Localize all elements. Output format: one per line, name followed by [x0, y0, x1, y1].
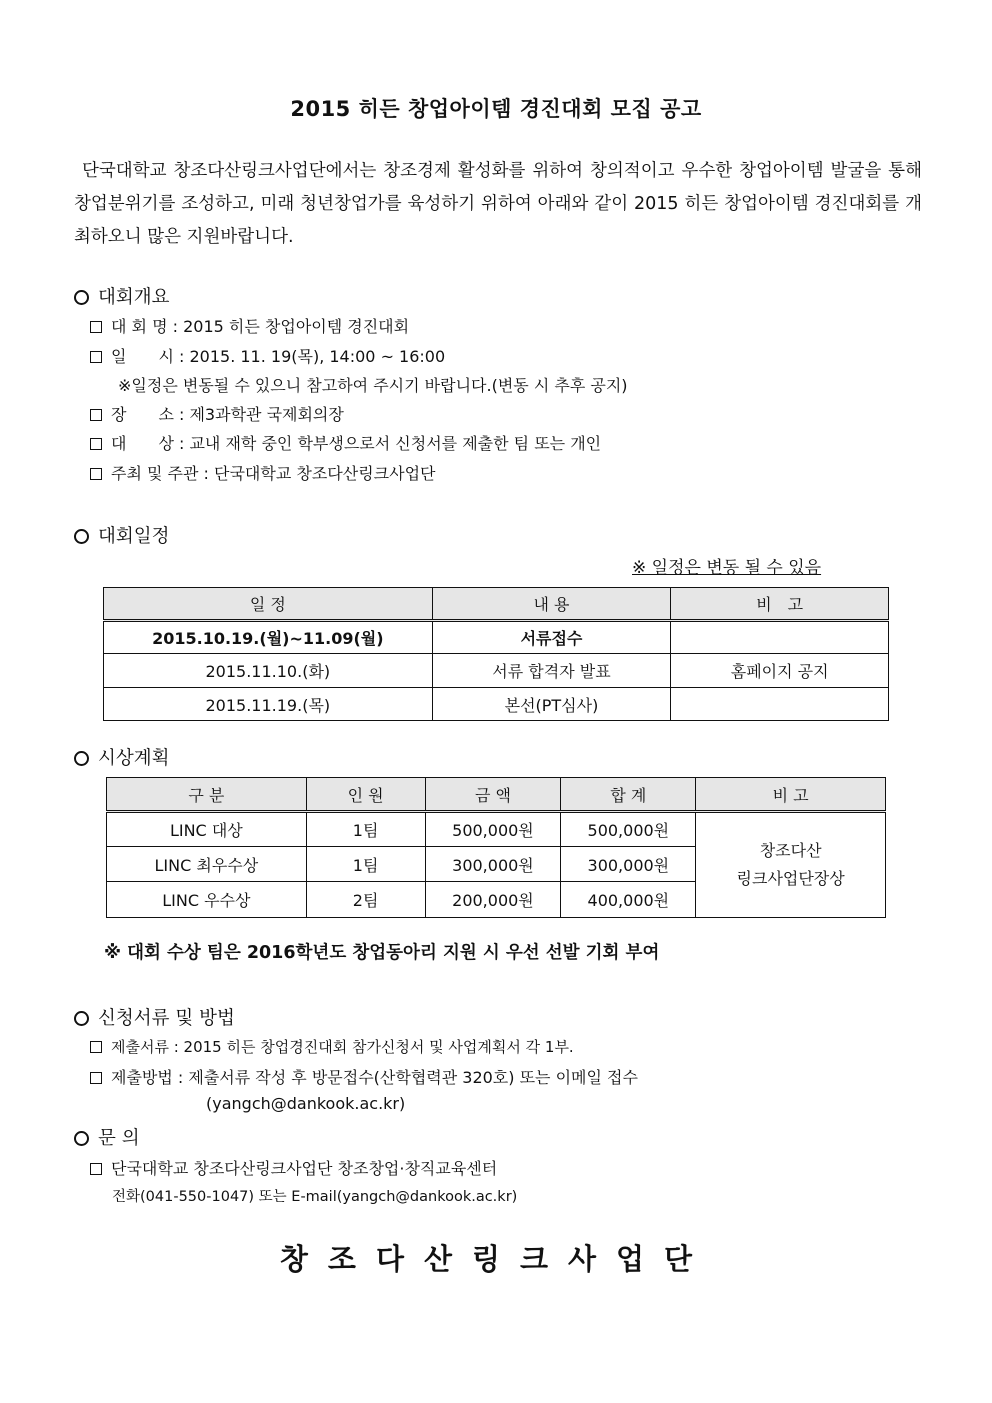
- application-method: [90, 1065, 638, 1088]
- application-heading-text: 신청서류 및 방법: [98, 1008, 235, 1029]
- table-cell: LINC 우수상: [107, 882, 307, 918]
- overview-host-text: 주최 및 주관 : 단국대학교 창조다산링크사업단: [111, 464, 436, 483]
- contact-org-text: 단국대학교 창조다산링크사업단 창조창업·창직교육센터: [111, 1159, 498, 1178]
- checkbox-bullet-icon: [90, 321, 102, 333]
- prize-header-remark: 비 고: [696, 778, 886, 812]
- footer-organization: 창조다산링크사업단: [279, 1242, 713, 1276]
- table-cell: 서류 합격자 발표: [432, 654, 671, 688]
- schedule-heading-text: 대회일정: [98, 526, 170, 547]
- schedule-table: [103, 587, 889, 721]
- prize-header-count: 인 원: [306, 778, 425, 812]
- table-row: [104, 654, 889, 688]
- table-cell: [671, 688, 889, 721]
- checkbox-bullet-icon: [90, 438, 102, 450]
- overview-date-text: 일 시 : 2015. 11. 19(목), 14:00 ~ 16:00: [111, 347, 446, 366]
- table-cell: 2015.11.10.(화): [104, 654, 433, 688]
- table-cell: 서류접수: [432, 621, 671, 654]
- checkbox-bullet-icon: [90, 1041, 102, 1053]
- contact-heading-text: 문 의: [98, 1128, 140, 1149]
- schedule-header-date: 일 정: [104, 588, 433, 621]
- table-cell: [671, 621, 889, 654]
- table-cell: 2015.11.19.(목): [104, 688, 433, 721]
- table-cell: 400,000원: [561, 882, 696, 918]
- application-method-text: 제출방법 : 제출서류 작성 후 방문접수(산학협력관 320호) 또는 이메일 접수: [111, 1068, 638, 1087]
- application-email: (yangch@dankook.ac.kr): [206, 1094, 406, 1113]
- overview-name: [90, 314, 409, 337]
- circle-bullet-icon: [74, 1011, 89, 1026]
- schedule-heading: [74, 522, 169, 548]
- checkbox-bullet-icon: [90, 409, 102, 421]
- prize-header-category: 구 분: [107, 778, 307, 812]
- table-cell: 500,000원: [425, 812, 561, 847]
- prize-note: ※ 대회 수상 팀은 2016학년도 창업동아리 지원 시 우선 선발 기회 부여: [104, 943, 660, 963]
- table-cell: 홈페이지 공지: [671, 654, 889, 688]
- overview-target-text: 대 상 : 교내 재학 중인 학부생으로서 신청서를 제출한 팀 또는 개인: [111, 434, 602, 453]
- application-heading: [74, 1004, 235, 1030]
- overview-name-text: 대 회 명 : 2015 히든 창업아이템 경진대회: [111, 317, 410, 336]
- prize-header-total: 합 계: [561, 778, 696, 812]
- overview-target: [90, 431, 601, 454]
- table-cell: 본선(PT심사): [432, 688, 671, 721]
- table-cell: 2팀: [306, 882, 425, 918]
- table-cell: 2015.10.19.(월)~11.09(월): [104, 621, 433, 654]
- prize-heading: [74, 744, 169, 770]
- overview-date-note: ※일정은 변동될 수 있으니 참고하여 주시기 바랍니다.(변동 시 추후 공지): [118, 376, 628, 395]
- table-cell: LINC 대상: [107, 812, 307, 847]
- table-cell: 500,000원: [561, 812, 696, 847]
- circle-bullet-icon: [74, 1131, 89, 1146]
- prize-remark-cell: [696, 812, 886, 918]
- table-row: [104, 621, 889, 654]
- contact-phone: 전화(041-550-1047) 또는 E-mail(yangch@dankook.ac.kr): [112, 1189, 518, 1205]
- circle-bullet-icon: [74, 751, 89, 766]
- table-cell: 1팀: [306, 812, 425, 847]
- overview-heading: [74, 283, 169, 309]
- table-cell: 1팀: [306, 847, 425, 882]
- circle-bullet-icon: [74, 290, 89, 305]
- table-cell: 300,000원: [425, 847, 561, 882]
- page-title: 2015 히든 창업아이템 경진대회 모집 공고: [290, 97, 702, 121]
- table-row: [104, 688, 889, 721]
- schedule-header-remark: 비 고: [671, 588, 889, 621]
- circle-bullet-icon: [74, 529, 89, 544]
- table-cell: 200,000원: [425, 882, 561, 918]
- prize-table: [106, 777, 886, 918]
- checkbox-bullet-icon: [90, 1163, 102, 1175]
- table-cell: LINC 최우수상: [107, 847, 307, 882]
- table-cell: 300,000원: [561, 847, 696, 882]
- overview-place: [90, 402, 344, 425]
- schedule-header-content: 내 용: [432, 588, 671, 621]
- prize-heading-text: 시상계획: [98, 748, 170, 769]
- overview-date: [90, 344, 445, 367]
- overview-host: [90, 461, 436, 484]
- application-docs-text: 제출서류 : 2015 히든 창업경진대회 참가신청서 및 사업계획서 각 1부.: [111, 1038, 574, 1056]
- contact-heading: [74, 1124, 140, 1150]
- overview-heading-text: 대회개요: [98, 287, 170, 308]
- checkbox-bullet-icon: [90, 351, 102, 363]
- checkbox-bullet-icon: [90, 468, 102, 480]
- overview-place-text: 장 소 : 제3과학관 국제회의장: [111, 405, 344, 424]
- checkbox-bullet-icon: [90, 1072, 102, 1084]
- prize-header-amount: 금 액: [425, 778, 561, 812]
- application-docs: [90, 1036, 574, 1057]
- contact-org: [90, 1156, 497, 1179]
- prize-remark-line2: 링크사업단장상: [736, 869, 845, 888]
- schedule-note: ※ 일정은 변동 될 수 있음: [632, 558, 822, 578]
- intro-paragraph: 단국대학교 창조다산링크사업단에서는 창조경제 활성화를 위하여 창의적이고 우수한 창업아이템 발굴을 통해 창업분위기를 조성하고, 미래 청년창업가를 육성하기 위하여 아래와 같이 2015 히든 창업아이템 경진대회를 개최하오니 많은 지원바랍니다.: [74, 161, 922, 247]
- table-row: [107, 812, 886, 847]
- prize-remark-line1: 창조다산: [759, 841, 822, 860]
